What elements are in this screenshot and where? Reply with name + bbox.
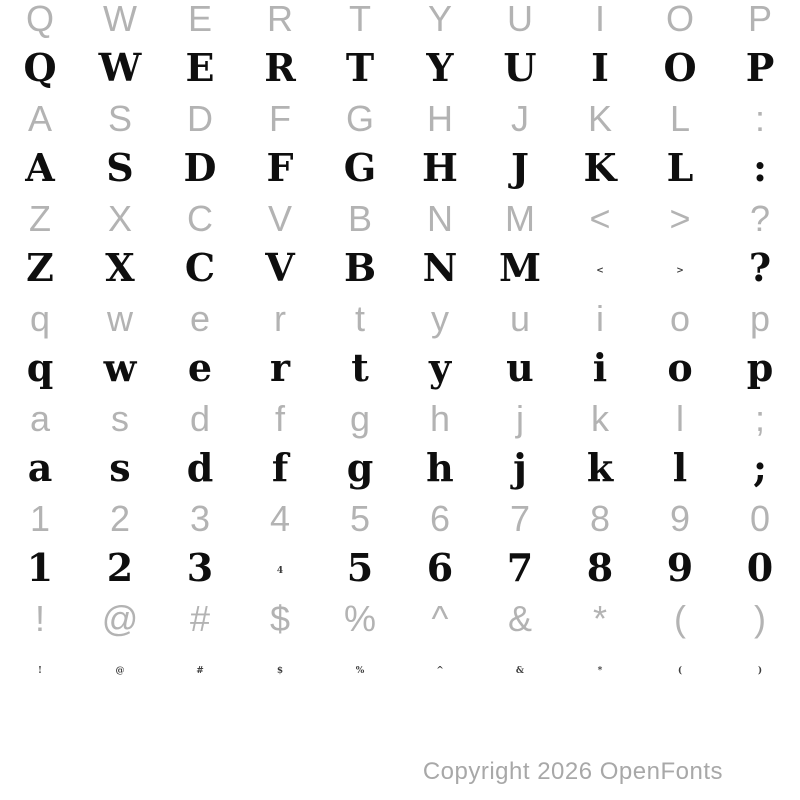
specimen-glyph-row [0, 544, 800, 600]
glyph-group [0, 0, 800, 100]
reference-glyph: r [274, 298, 286, 339]
specimen-glyph: 9 [666, 544, 694, 590]
specimen-glyph: j [513, 444, 527, 490]
reference-glyph: Q [25, 0, 54, 39]
reference-glyph: y [431, 298, 449, 339]
specimen-glyph: D [183, 144, 217, 190]
reference-glyph: S [107, 98, 132, 139]
specimen-glyph: t [351, 344, 369, 390]
missing-glyph-placeholder: > [676, 266, 684, 276]
specimen-glyph: l [672, 444, 688, 490]
specimen-glyph: S [106, 144, 134, 190]
reference-glyph: M [505, 198, 535, 239]
specimen-glyph: Q [23, 44, 57, 90]
reference-glyph: ) [754, 598, 766, 639]
specimen-glyph: L [666, 144, 694, 190]
specimen-glyph: s [109, 444, 131, 490]
specimen-glyph: 2 [106, 544, 134, 590]
reference-glyph: ^ [431, 598, 449, 639]
reference-glyph: I [594, 0, 605, 39]
specimen-glyph: o [667, 344, 693, 390]
reference-glyph: 4 [269, 498, 291, 539]
reference-glyph: p [749, 298, 771, 339]
specimen-glyph: y [428, 344, 452, 390]
glyph-group [0, 600, 800, 700]
reference-glyph: Y [427, 0, 452, 39]
missing-glyph-placeholder: * [597, 666, 603, 676]
reference-glyph: R [267, 0, 293, 39]
glyph-group [0, 500, 800, 600]
specimen-glyph: G [343, 144, 377, 190]
specimen-glyph: ? [748, 244, 772, 290]
reference-glyph: K [587, 98, 612, 139]
reference-glyph: ( [674, 598, 686, 639]
specimen-glyph: f [271, 444, 289, 490]
missing-glyph-placeholder: 4 [276, 566, 284, 576]
glyph-group [0, 100, 800, 200]
specimen-glyph: 5 [346, 544, 374, 590]
reference-glyph: G [345, 98, 374, 139]
reference-glyph: w [107, 298, 133, 339]
reference-glyph: 1 [29, 498, 51, 539]
specimen-glyph: w [103, 344, 137, 390]
reference-glyph: < [589, 198, 611, 239]
reference-glyph: & [507, 598, 532, 639]
missing-glyph-placeholder: # [196, 666, 204, 676]
specimen-glyph: T [345, 44, 375, 90]
specimen-glyph: 3 [186, 544, 214, 590]
specimen-glyph: U [503, 44, 537, 90]
reference-glyph: T [349, 0, 371, 39]
specimen-glyph: K [583, 144, 617, 190]
specimen-glyph: k [586, 444, 614, 490]
glyph-group [0, 300, 800, 400]
reference-glyph: 2 [109, 498, 131, 539]
specimen-glyph-row [0, 244, 800, 300]
reference-glyph: 0 [749, 498, 771, 539]
reference-glyph: Z [29, 198, 51, 239]
specimen-glyph: Y [426, 44, 454, 90]
reference-glyph: f [274, 398, 285, 439]
specimen-glyph: i [592, 344, 608, 390]
reference-glyph: B [347, 198, 372, 239]
reference-glyph: o [669, 298, 691, 339]
specimen-glyph: 7 [506, 544, 534, 590]
reference-glyph: ; [754, 398, 765, 439]
glyph-group [0, 400, 800, 500]
missing-glyph-placeholder: < [596, 266, 604, 276]
specimen-glyph: O [663, 44, 697, 90]
reference-glyph: C [187, 198, 213, 239]
specimen-glyph: d [186, 444, 214, 490]
reference-glyph: @ [101, 598, 139, 639]
specimen-glyph: 0 [746, 544, 774, 590]
missing-glyph-placeholder: $ [276, 666, 284, 676]
reference-glyph: i [596, 298, 604, 339]
reference-glyph: U [507, 0, 533, 39]
reference-glyph: X [107, 198, 132, 239]
missing-glyph-placeholder: ( [677, 666, 683, 676]
reference-glyph: N [427, 198, 453, 239]
specimen-glyph: V [265, 244, 295, 290]
specimen-glyph: E [185, 44, 215, 90]
copyright-text: Copyright 2026 OpenFonts [422, 758, 723, 785]
specimen-glyph: W [98, 44, 142, 90]
specimen-glyph: I [591, 44, 609, 90]
reference-glyph-row [0, 600, 800, 650]
reference-glyph: P [747, 0, 772, 39]
reference-glyph: L [669, 98, 691, 139]
specimen-glyph: C [184, 244, 216, 290]
specimen-glyph: r [269, 344, 291, 390]
specimen-glyph-row [0, 44, 800, 100]
reference-glyph: F [269, 98, 291, 139]
specimen-glyph: q [26, 344, 54, 390]
reference-glyph: t [354, 298, 365, 339]
reference-glyph: 3 [189, 498, 211, 539]
reference-glyph: g [349, 398, 371, 439]
reference-glyph: l [676, 398, 684, 439]
reference-glyph: # [189, 598, 211, 639]
missing-glyph-placeholder: % [355, 666, 365, 676]
reference-glyph: O [665, 0, 694, 39]
specimen-glyph: R [264, 44, 296, 90]
specimen-glyph: h [426, 444, 454, 490]
specimen-glyph: p [746, 344, 774, 390]
specimen-glyph: N [422, 244, 458, 290]
reference-glyph: : [754, 98, 765, 139]
specimen-glyph: : [752, 144, 768, 190]
reference-glyph: A [27, 98, 52, 139]
specimen-glyph-row [0, 344, 800, 400]
reference-glyph: d [189, 398, 211, 439]
reference-glyph: $ [269, 598, 291, 639]
specimen-glyph: H [422, 144, 458, 190]
reference-glyph: * [592, 598, 607, 639]
specimen-glyph: 1 [26, 544, 54, 590]
specimen-glyph: Z [26, 244, 54, 290]
missing-glyph-placeholder: & [515, 666, 525, 676]
reference-glyph: J [511, 98, 529, 139]
specimen-glyph: u [506, 344, 534, 390]
specimen-glyph: P [745, 44, 775, 90]
missing-glyph-placeholder: ^ [436, 666, 444, 676]
specimen-glyph-row [0, 144, 800, 200]
specimen-glyph: F [266, 144, 294, 190]
missing-glyph-placeholder: ) [757, 666, 763, 676]
reference-glyph: 8 [589, 498, 611, 539]
specimen-glyph: B [343, 244, 377, 290]
specimen-glyph: X [105, 244, 135, 290]
reference-glyph: H [427, 98, 453, 139]
specimen-glyph: e [187, 344, 213, 390]
reference-glyph: a [29, 398, 51, 439]
missing-glyph-placeholder: ! [38, 666, 42, 676]
reference-glyph: D [187, 98, 213, 139]
specimen-glyph: A [25, 144, 55, 190]
reference-glyph: h [429, 398, 451, 439]
reference-glyph: ! [34, 598, 45, 639]
reference-glyph: % [343, 598, 376, 639]
reference-glyph: 7 [509, 498, 531, 539]
reference-glyph: E [187, 0, 212, 39]
specimen-glyph: a [27, 444, 53, 490]
reference-glyph: 5 [349, 498, 371, 539]
specimen-glyph-row [0, 650, 800, 700]
reference-glyph: j [516, 398, 524, 439]
specimen-glyph: 6 [426, 544, 454, 590]
specimen-glyph: g [346, 444, 374, 490]
specimen-glyph-row [0, 444, 800, 500]
reference-glyph: 6 [429, 498, 451, 539]
reference-glyph: ? [749, 198, 771, 239]
specimen-glyph: M [498, 244, 542, 290]
reference-glyph: q [29, 298, 51, 339]
reference-glyph: V [267, 198, 292, 239]
reference-glyph: s [111, 398, 129, 439]
reference-glyph: 9 [669, 498, 691, 539]
reference-glyph: > [669, 198, 691, 239]
missing-glyph-placeholder: @ [115, 666, 125, 676]
reference-glyph: k [591, 398, 609, 439]
reference-glyph: e [189, 298, 211, 339]
specimen-glyph: ; [752, 444, 768, 490]
glyph-group [0, 200, 800, 300]
reference-glyph: W [103, 0, 137, 39]
specimen-glyph: J [511, 144, 529, 190]
reference-glyph: u [509, 298, 531, 339]
specimen-glyph: 8 [586, 544, 614, 590]
